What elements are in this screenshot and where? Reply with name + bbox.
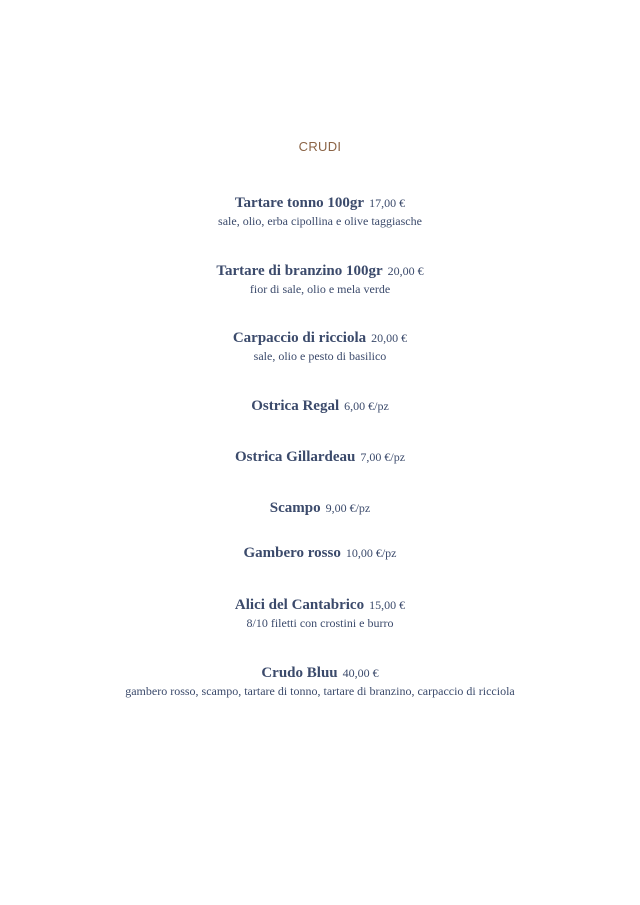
item-price: 9,00 €/pz — [325, 501, 371, 515]
item-description: sale, olio e pesto di basilico — [253, 349, 387, 363]
item-price: 20,00 € — [387, 264, 424, 278]
item-name: Ostrica Gillardeau — [234, 449, 356, 465]
menu-item — [0, 664, 640, 699]
item-description: sale, olio, erba cipollina e olive taggiasche — [218, 214, 422, 228]
item-name: Crudo Bluu — [261, 665, 338, 681]
item-name: Gambero rosso — [243, 545, 341, 561]
item-price: 20,00 € — [371, 331, 408, 345]
menu-item — [0, 194, 640, 229]
menu-item — [0, 596, 640, 631]
item-name: Carpaccio di ricciola — [232, 330, 367, 346]
item-name: Alici del Cantabrico — [234, 597, 365, 613]
menu-item — [0, 499, 640, 517]
item-description: gambero rosso, scampo, tartare di tonno, tartare di branzino, carpaccio di ricciola — [125, 684, 515, 698]
item-description: fior di sale, olio e mela verde — [249, 282, 391, 296]
item-name: Scampo — [269, 500, 321, 516]
item-name: Ostrica Regal — [251, 398, 340, 414]
menu-item — [0, 544, 640, 562]
item-price: 17,00 € — [369, 196, 406, 210]
item-name: Tartare di branzino 100gr — [216, 263, 383, 279]
menu-item — [0, 397, 640, 415]
item-price: 7,00 €/pz — [360, 450, 406, 464]
item-price: 40,00 € — [342, 666, 379, 680]
item-price: 6,00 €/pz — [344, 399, 389, 413]
item-name: Tartare tonno 100gr — [234, 195, 365, 211]
item-description: 8/10 filetti con crostini e burro — [246, 616, 394, 630]
item-price: 15,00 € — [369, 598, 406, 612]
menu-item — [0, 448, 640, 466]
item-price: 10,00 €/pz — [345, 546, 397, 560]
section-title: CRUDI — [298, 139, 342, 154]
menu-item — [0, 329, 640, 364]
menu-item — [0, 262, 640, 297]
